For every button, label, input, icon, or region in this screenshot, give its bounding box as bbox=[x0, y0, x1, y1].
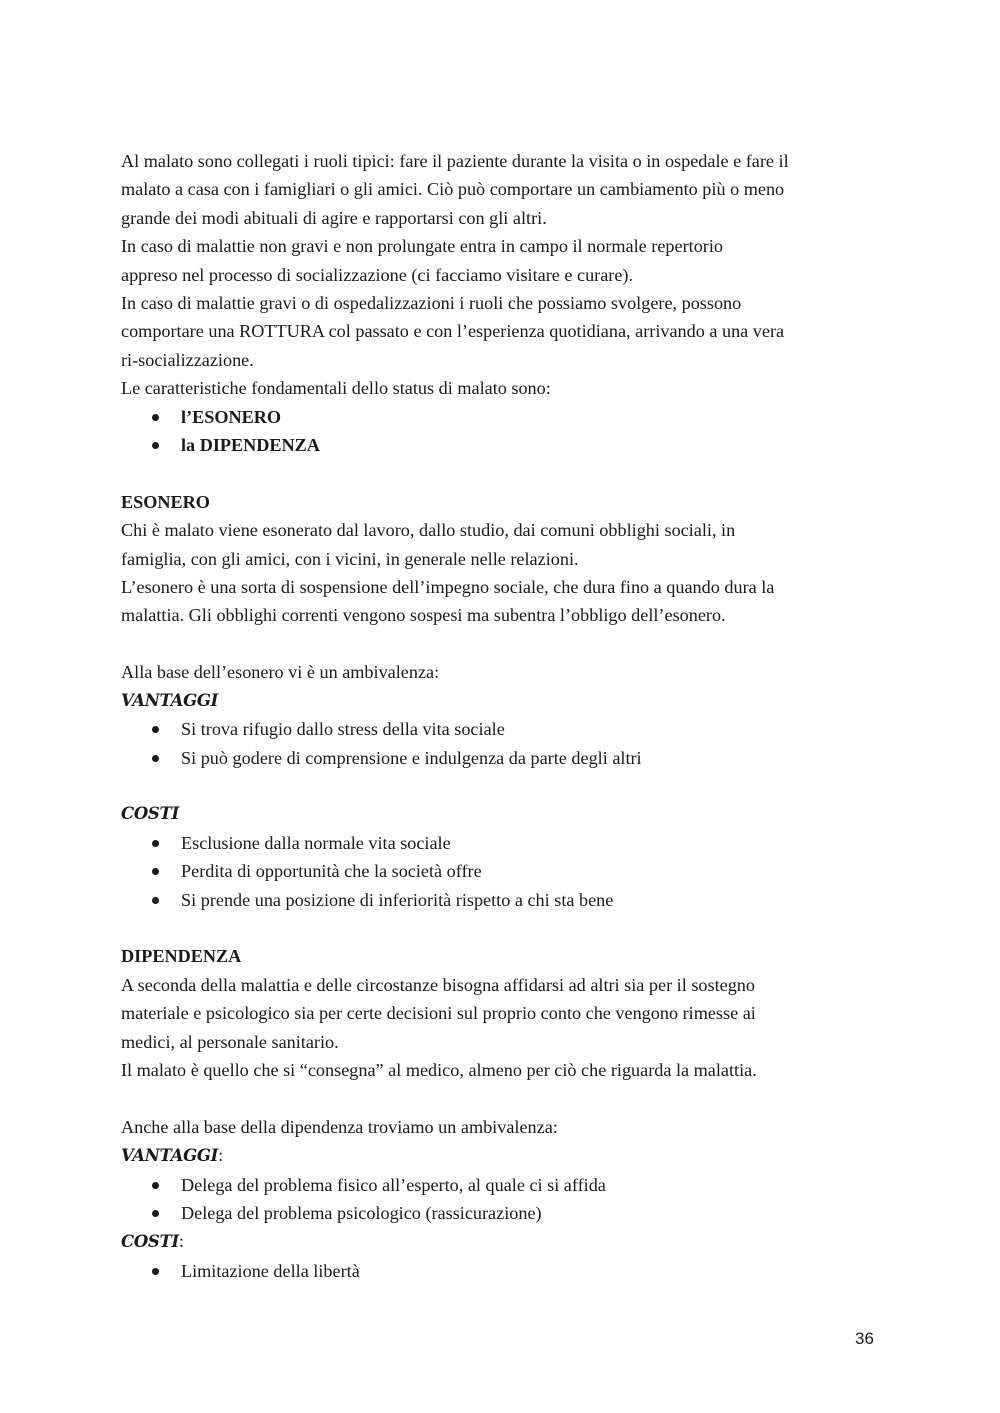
heading-colon: : bbox=[178, 1231, 184, 1252]
esonero-vantaggi-heading: VANTAGGI bbox=[121, 690, 219, 710]
heading-colon: : bbox=[218, 1145, 224, 1166]
bullet-icon bbox=[152, 868, 159, 875]
text-line: famiglia, con gli amici, con i vicini, in generale nelle relazioni. bbox=[121, 548, 579, 569]
text-line: materiale e psicologico sia per certe decisioni sul proprio conto che vengono rimesse ai bbox=[121, 1003, 756, 1024]
esonero-vantaggi-list bbox=[121, 715, 881, 772]
list-item: l’ESONERO bbox=[121, 403, 881, 431]
list-item: Delega del problema fisico all’esperto, al quale ci si affida bbox=[121, 1171, 881, 1199]
dipendenza-ambivalence-text: Anche alla base della dipendenza troviamo un ambivalenza: bbox=[121, 1116, 558, 1137]
bullet-icon bbox=[152, 755, 159, 762]
esonero-ambivalence-text: Alla base dell’esonero vi è un ambivalenza: bbox=[121, 662, 440, 683]
text-line: grande dei modi abituali di agire e rapportarsi con gli altri. bbox=[121, 207, 547, 228]
dipendenza-costi-list bbox=[121, 1257, 881, 1285]
document-page bbox=[121, 147, 881, 1285]
esonero-paragraph bbox=[121, 516, 881, 630]
bullet-icon bbox=[152, 442, 159, 449]
dipendenza-vantaggi-heading: VANTAGGI bbox=[121, 1146, 219, 1166]
text-line: Le caratteristiche fondamentali dello status di malato sono: bbox=[121, 378, 551, 399]
text-line: Al malato sono collegati i ruoli tipici: fare il paziente durante la visita o in ospedale e fare il bbox=[121, 151, 789, 171]
text-line: A seconda della malattia e delle circostanze bisogna affidarsi ad altri sia per il sostegno bbox=[121, 974, 755, 995]
text-line: In caso di malattie gravi o di ospedalizzazioni i ruoli che possiamo svolgere, possono bbox=[121, 293, 742, 314]
list-item: Si trova rifugio dallo stress della vita sociale bbox=[121, 715, 881, 743]
text-line: L’esonero è una sorta di sospensione dell’impegno sociale, che dura fino a quando dura la bbox=[121, 577, 775, 598]
page-number: 36 bbox=[855, 1329, 874, 1348]
list-item: Perdita di opportunità che la società offre bbox=[121, 857, 881, 885]
text-line: Il malato è quello che si “consegna” al medico, almeno per ciò che riguarda la malattia. bbox=[121, 1059, 757, 1080]
text-line: malattia. Gli obblighi correnti vengono sospesi ma subentra l’obbligo dell’esonero. bbox=[121, 605, 726, 626]
list-item: Limitazione della libertà bbox=[121, 1257, 881, 1285]
dipendenza-vantaggi-list bbox=[121, 1171, 881, 1228]
bullet-icon bbox=[152, 414, 159, 421]
intro-bullet-list bbox=[121, 403, 881, 460]
intro-paragraph bbox=[121, 147, 881, 403]
section-title-dipendenza: DIPENDENZA bbox=[121, 946, 242, 967]
list-item: Si può godere di comprensione e indulgenza da parte degli altri bbox=[121, 744, 881, 772]
text-line: malato a casa con i famigliari o gli amici. Ciò può comportare un cambiamento più o meno bbox=[121, 179, 785, 200]
esonero-costi-list bbox=[121, 829, 881, 914]
bullet-icon bbox=[152, 897, 159, 904]
list-item: la DIPENDENZA bbox=[121, 431, 881, 459]
bullet-icon bbox=[152, 1268, 159, 1275]
text-line: medici, al personale sanitario. bbox=[121, 1031, 339, 1052]
bullet-icon bbox=[152, 1210, 159, 1217]
list-item: Delega del problema psicologico (rassicurazione) bbox=[121, 1199, 881, 1227]
dipendenza-costi-heading: COSTI bbox=[121, 1232, 179, 1252]
text-line: ri-socializzazione. bbox=[121, 349, 254, 370]
dipendenza-vantaggi-heading-line bbox=[121, 1141, 881, 1170]
bullet-icon bbox=[152, 840, 159, 847]
bullet-icon bbox=[152, 1182, 159, 1189]
list-item: Si prende una posizione di inferiorità rispetto a chi sta bene bbox=[121, 886, 881, 914]
bullet-icon bbox=[152, 726, 159, 733]
esonero-costi-heading: COSTI bbox=[121, 804, 179, 824]
list-item: Esclusione dalla normale vita sociale bbox=[121, 829, 881, 857]
dipendenza-costi-heading-line bbox=[121, 1227, 881, 1256]
section-title-esonero: ESONERO bbox=[121, 491, 210, 512]
dipendenza-paragraph bbox=[121, 971, 881, 1085]
text-line: appreso nel processo di socializzazione (ci facciamo visitare e curare). bbox=[121, 264, 634, 285]
text-line: In caso di malattie non gravi e non prolungate entra in campo il normale repertorio bbox=[121, 236, 723, 257]
text-line: comportare una ROTTURA col passato e con l’esperienza quotidiana, arrivando a una vera bbox=[121, 321, 785, 342]
text-line: Chi è malato viene esonerato dal lavoro, dallo studio, dai comuni obblighi sociali, in bbox=[121, 520, 736, 541]
